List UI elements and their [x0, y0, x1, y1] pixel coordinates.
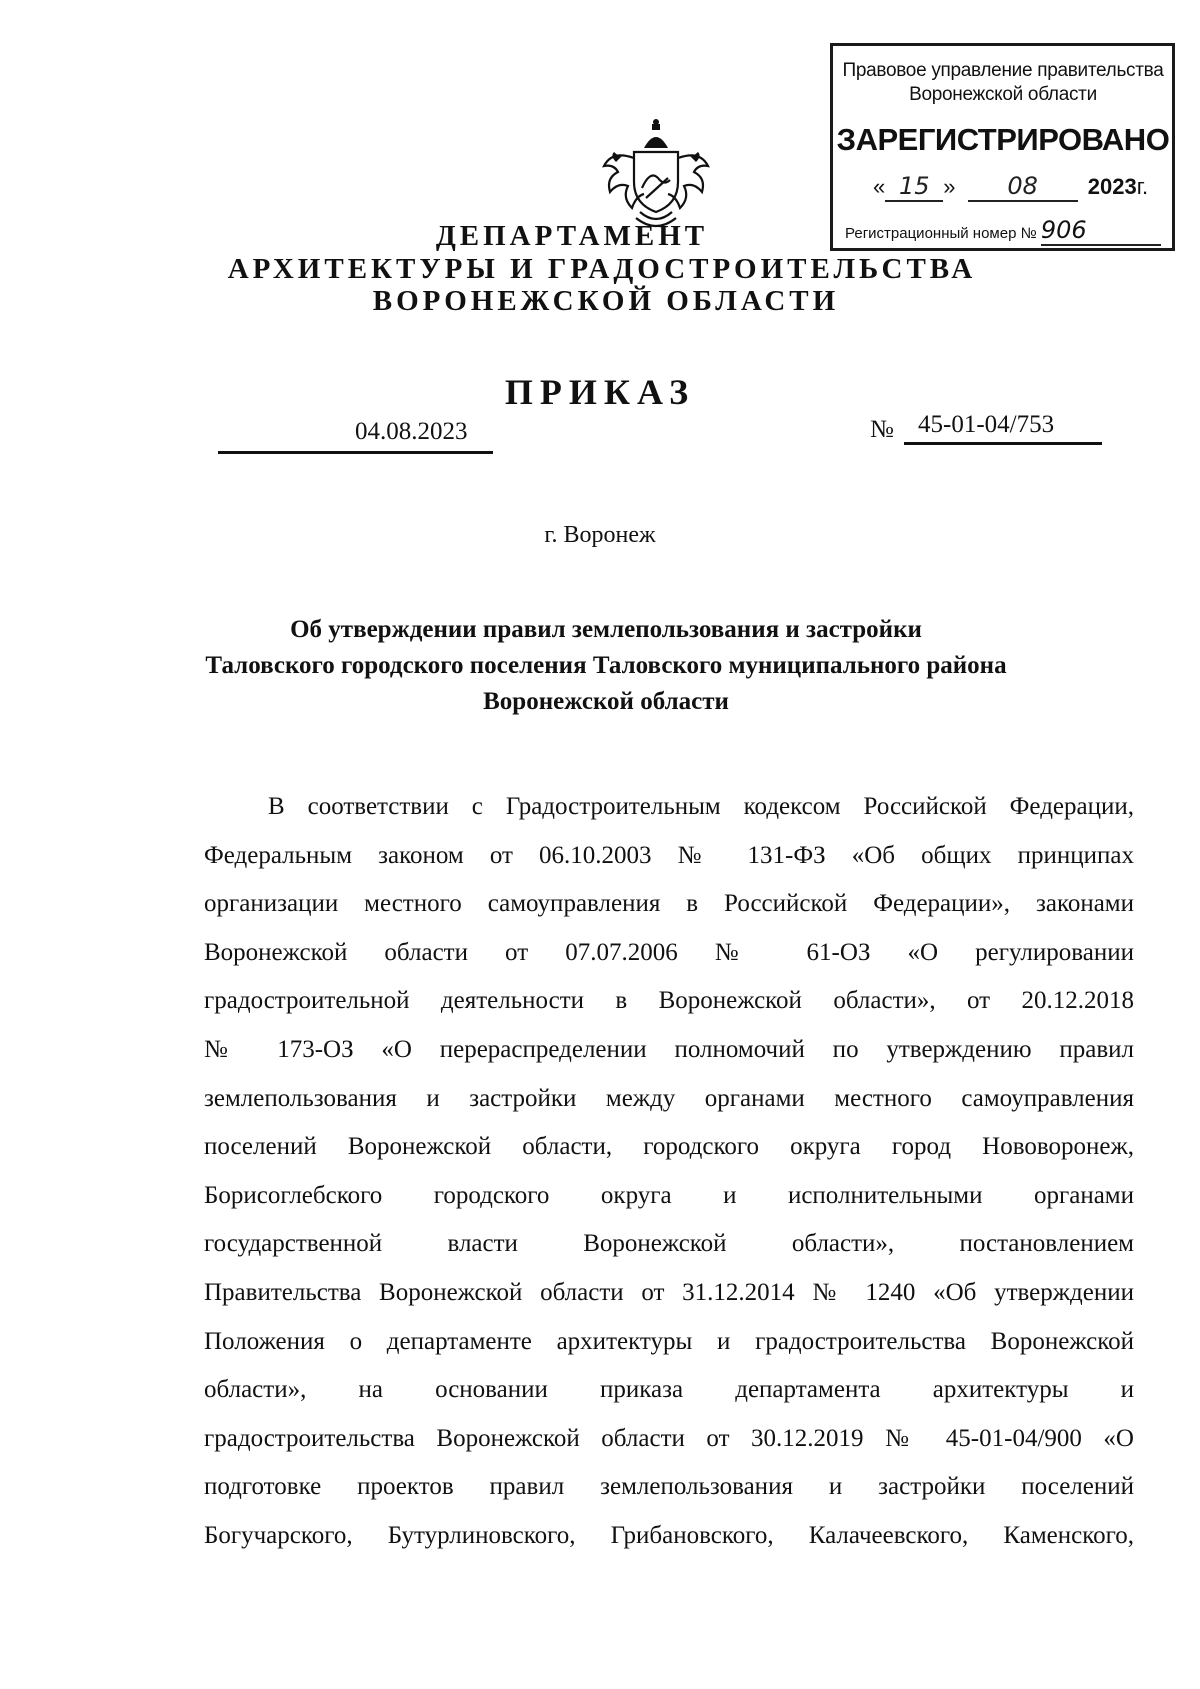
body-line: землепользования и застройки между органами местного самоуправления — [204, 1084, 1134, 1112]
subject-line3: Воронежской области — [483, 688, 729, 715]
stamp-reg-number: 906 — [1041, 216, 1161, 246]
stamp-reg-label: Регистрационный номер № — [845, 225, 1037, 242]
registration-stamp — [830, 43, 1175, 251]
body-line: поселений Воронежской области, городского округа город Нововоронеж, — [204, 1133, 1134, 1161]
stamp-date-day: 15 — [885, 172, 943, 202]
body-line: государственной власти Воронежской области», постановлением — [204, 1230, 1134, 1258]
order-body — [204, 783, 1134, 1561]
body-line: В соответствии с Градостроительным кодексом Российской Федерации, — [268, 793, 1134, 820]
order-number: 45-01-04/753 — [918, 411, 1055, 438]
stamp-status: ЗАРЕГИСТРИРОВАНО — [836, 122, 1170, 157]
order-number-sign: № — [870, 416, 894, 443]
body-line: области», на основании приказа департамента архитектуры и — [204, 1376, 1134, 1404]
subject-line2: Таловского городского поселения Таловского муниципального района — [205, 652, 1007, 679]
stamp-org-line1: Правовое управление правительства — [842, 60, 1164, 81]
stamp-registration — [845, 216, 1161, 246]
body-line: Богучарского, Бутурлиновского, Грибановского, Калачеевского, Каменского, — [204, 1521, 1134, 1549]
order-number-underline — [904, 442, 1102, 445]
order-subject — [0, 612, 1200, 720]
order-date: 04.08.2023 — [355, 418, 468, 445]
stamp-org-line2: Воронежской области — [909, 84, 1097, 105]
stamp-date-month: 08 — [968, 172, 1078, 202]
department-title-line3: ВОРОНЕЖСКОЙ ОБЛАСТИ — [372, 285, 840, 317]
body-line: Правительства Воронежской области от 31.12.2014 № 1240 «Об утверждении — [204, 1278, 1134, 1306]
subject-line1: Об утверждении правил землепользования и застройки — [290, 616, 922, 643]
body-line: Федеральным законом от 06.10.2003 № 131-ФЗ «Об общих принципах — [204, 841, 1134, 869]
body-line: градостроительной деятельности в Воронежской области», от 20.12.2018 — [204, 987, 1134, 1015]
department-title-line1: ДЕПАРТАМЕНТ — [435, 220, 709, 252]
order-date-underline — [218, 451, 493, 454]
body-line: № 173-ОЗ «О перераспределении полномочий по утверждению правил — [204, 1035, 1134, 1063]
stamp-year-suffix: г. — [1136, 174, 1149, 199]
order-title: ПРИКАЗ — [504, 372, 696, 412]
body-line: Борисоглебского городского округа и исполнительными органами — [204, 1181, 1134, 1209]
body-line: градостроительства Воронежской области от 30.12.2019 № 45-01-04/900 «О — [204, 1424, 1134, 1452]
department-title-line2: АРХИТЕКТУРЫ И ГРАДОСТРОИТЕЛЬСТВА — [227, 253, 977, 285]
body-line: Положения о департаменте архитектуры и градостроительства Воронежской — [204, 1327, 1134, 1355]
body-line: подготовке проектов правил землепользования и застройки поселений — [204, 1473, 1134, 1501]
body-line: Воронежской области от 07.07.2006 № 61-ОЗ «О регулировании — [204, 938, 1134, 966]
order-city: г. Воронеж — [544, 522, 656, 548]
stamp-date: « 15 » 08 2023г. — [873, 172, 1149, 200]
stamp-date-year: 2023 — [1087, 174, 1137, 199]
body-line: организации местного самоуправления в Российской Федерации», законами — [204, 890, 1134, 918]
